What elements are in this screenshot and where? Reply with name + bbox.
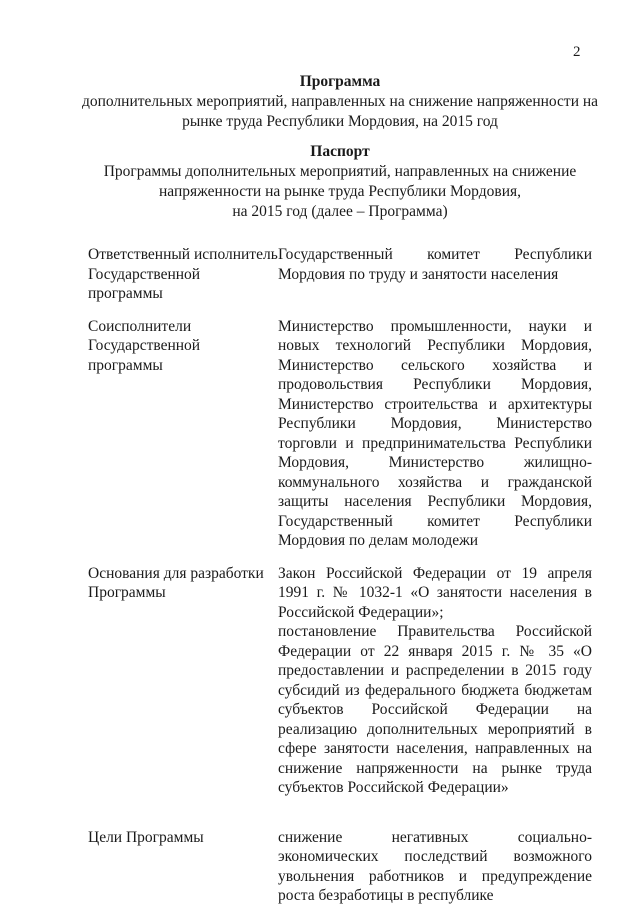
passport-row-goals xyxy=(88,828,592,906)
row-value-part: постановление Правительства Российской Федерации от 22 января 2015 г. № 35 «О предоставлении и распределении в 2015 году субсидий из федерального бюджета бюджетам субъектов Российской Федерации на реализацию дополнительных мероприятий в сфере занятости населения, направленных на снижение напряженности на рынке труда субъектов Российской Федерации» xyxy=(278,623,592,796)
row-label: Цели Программы xyxy=(88,828,204,846)
passport-heading: Паспорт xyxy=(310,143,370,160)
row-value xyxy=(278,564,592,798)
passport-row-coexecutors xyxy=(88,317,592,551)
row-value: снижение негативных социально-экономических последствий возможного увольнения работников и предупреждение роста безработицы в республике xyxy=(278,828,592,904)
row-value-part: Закон Российской Федерации от 19 апреля 1991 г. № 1032-1 «О занятости населения в Российской Федерации»; xyxy=(278,564,592,621)
row-label: Ответственный исполнитель Государственной программы xyxy=(88,246,278,302)
program-title-block xyxy=(60,72,620,132)
passport-subtitle-line-3: на 2015 год (далее – Программа) xyxy=(232,203,448,220)
passport-row-responsible xyxy=(88,245,592,304)
program-subtitle-line-1: дополнительных мероприятий, направленных на снижение напряженности на xyxy=(81,93,599,110)
passport-table xyxy=(88,245,592,919)
passport-row-grounds xyxy=(88,564,592,798)
page-number: 2 xyxy=(573,44,581,60)
row-label: Соисполнители Государственной программы xyxy=(88,317,201,374)
passport-title-block xyxy=(60,142,620,222)
passport-subtitle-line-2: напряженности на рынке труда Республики Мордовия, xyxy=(159,183,521,200)
row-value: Министерство промышленности, науки и новых технологий Республики Мордовия, Министерство сельского хозяйства и продовольствия Республики Мордовия, Министерство строительства и архитектуры Республики Мордовия, Министерство торговли и предпринимательства Республики Мордовия, Министерство жилищно-коммунального хозяйства и гражданской защиты населения Республики Мордовия, Государственный комитет Республики Мордовия по делам молодежи xyxy=(278,317,592,549)
program-heading: Программа xyxy=(299,73,381,90)
row-label: Основания для разработки Программы xyxy=(88,564,264,601)
passport-subtitle-line-1: Программы дополнительных мероприятий, направленных на снижение xyxy=(103,163,577,180)
row-value: Государственный комитет Республики Мордовия по труду и занятости населения xyxy=(278,246,592,283)
program-subtitle-line-2: рынке труда Республики Мордовия, на 2015 год xyxy=(182,113,498,130)
